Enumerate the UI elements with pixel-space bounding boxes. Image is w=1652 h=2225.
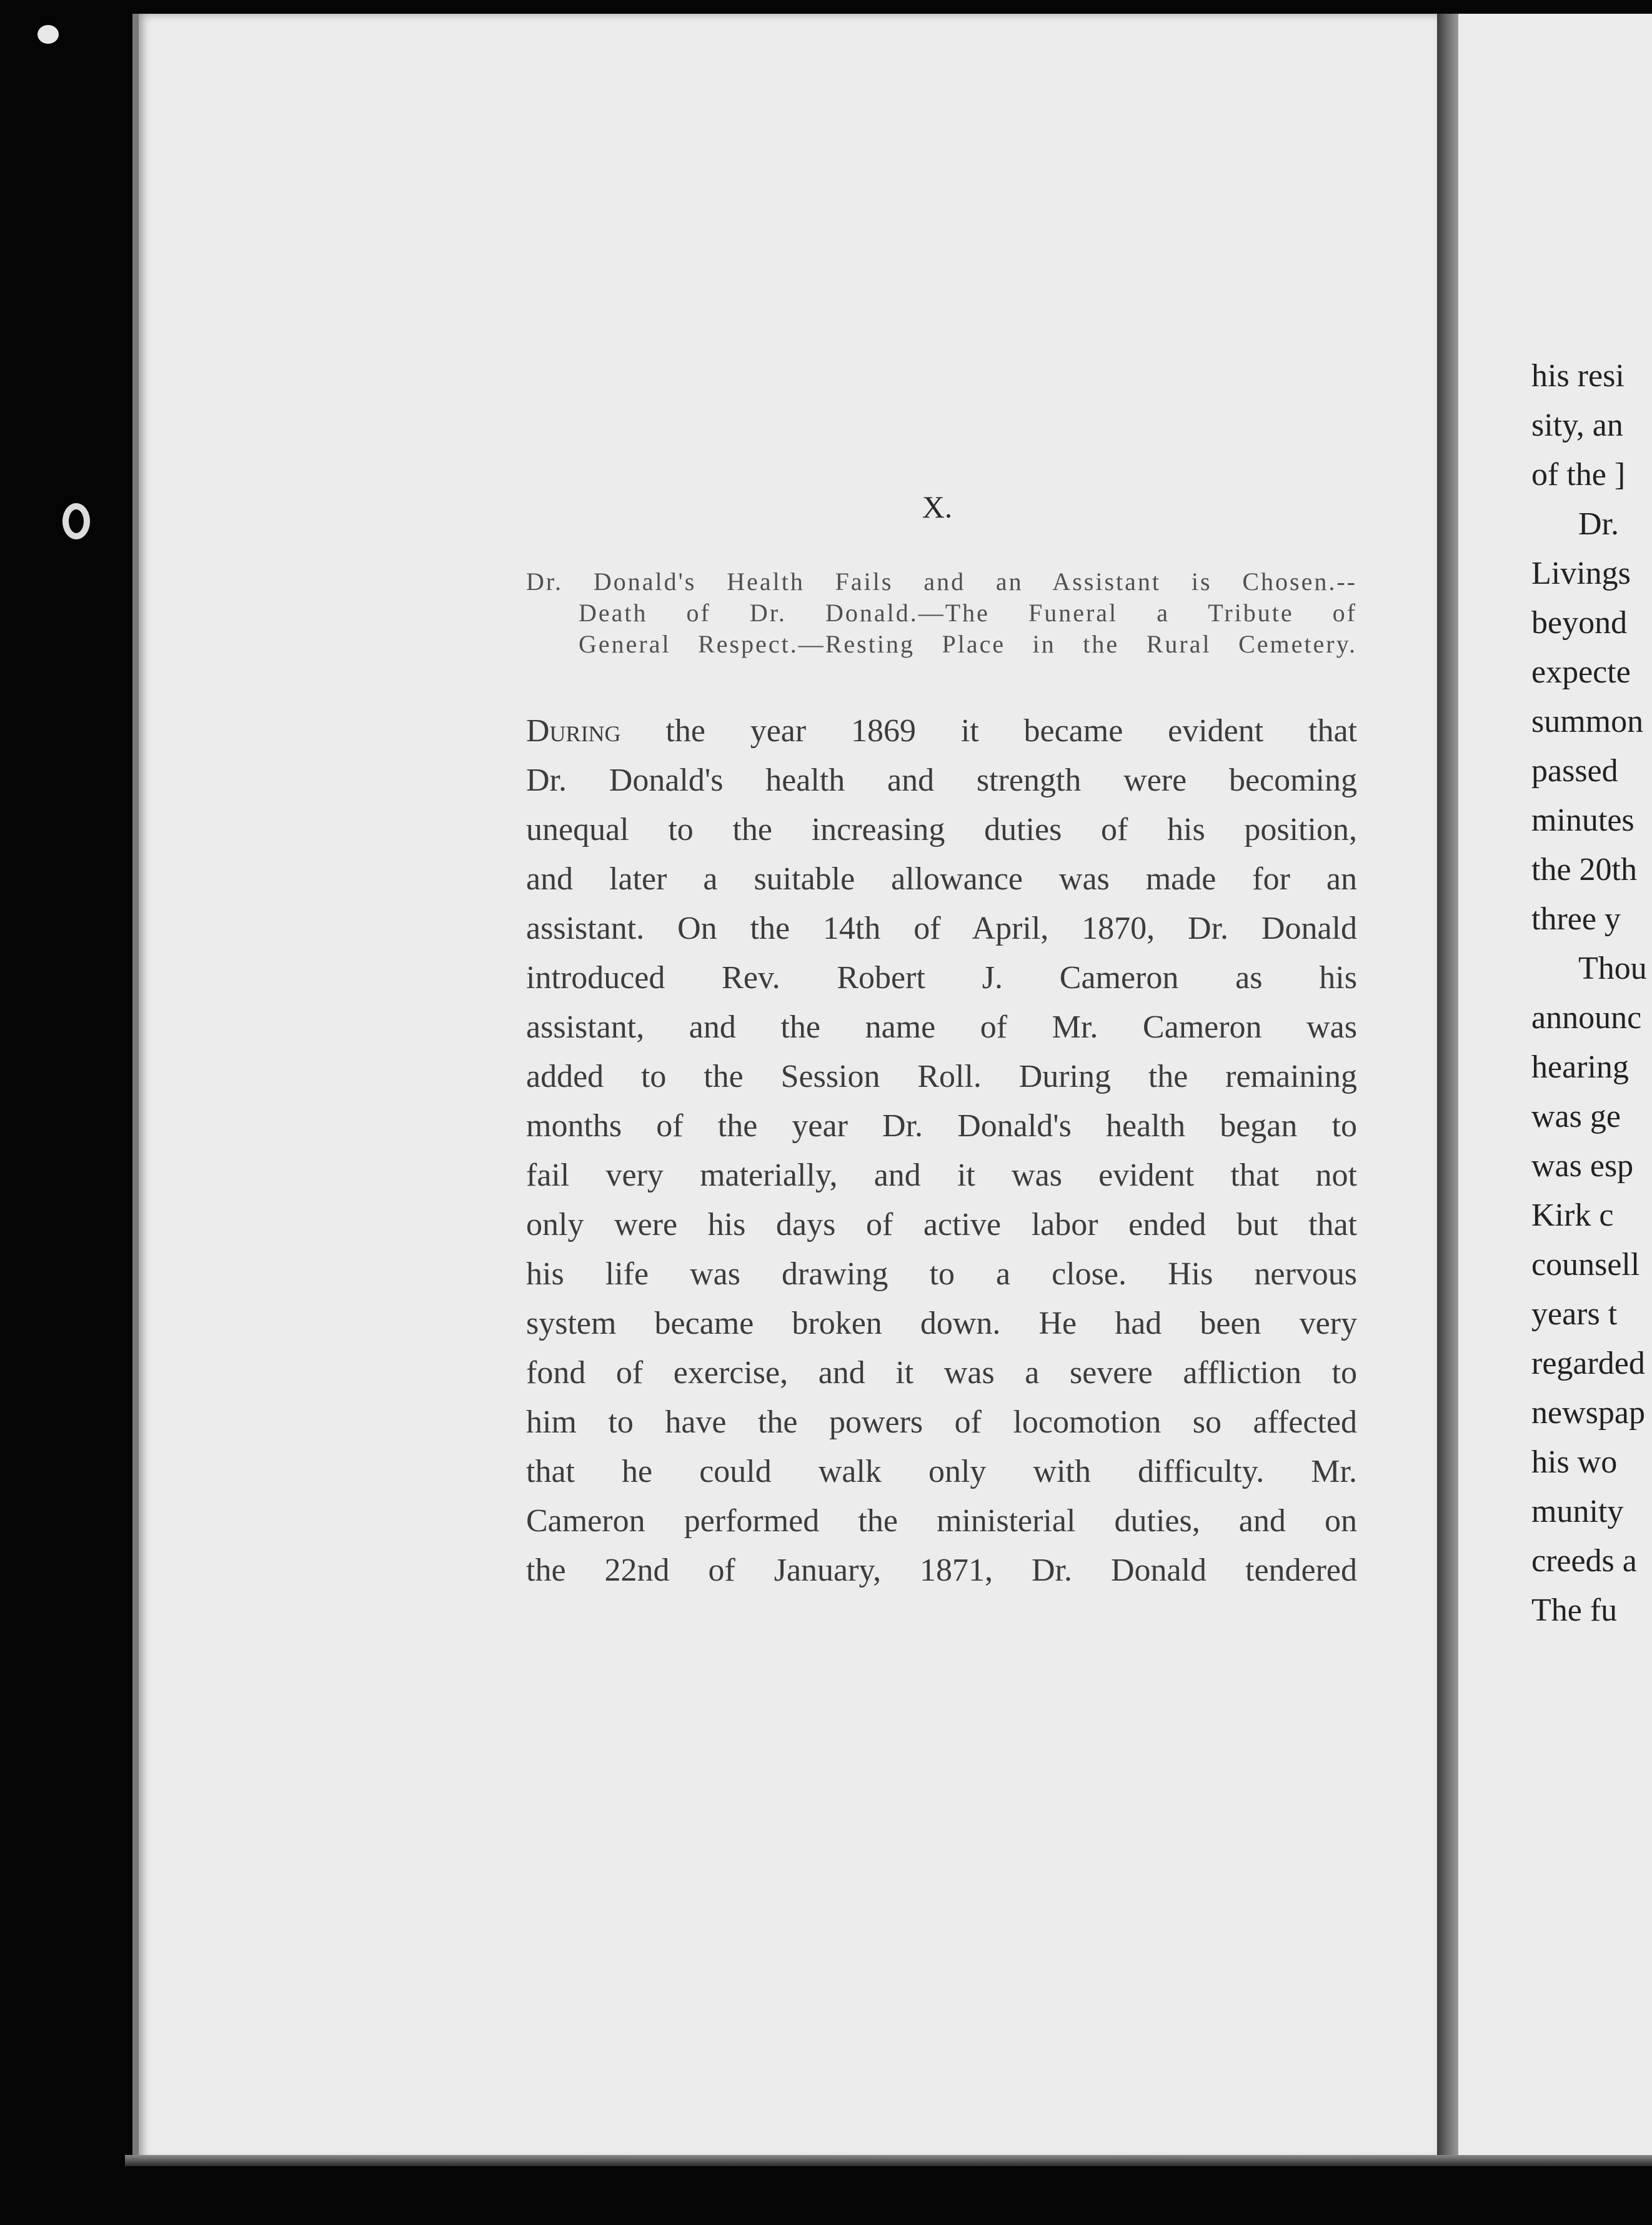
text-line: minutes (1531, 802, 1635, 838)
right-page-text (1531, 351, 1652, 1635)
body-line: and later a suitable allowance was made for an (526, 861, 1357, 897)
body-line: him to have the powers of locomotion so affected (526, 1404, 1357, 1440)
text-line: Kirk c (1531, 1198, 1614, 1233)
scan-speck (37, 25, 59, 44)
chapter-number: X. (922, 489, 953, 524)
text-line: was ge (1531, 1099, 1621, 1134)
text-line: sity, an (1531, 408, 1623, 443)
body-line: added to the Session Roll. During the remaining (526, 1059, 1357, 1094)
text-line: beyond (1531, 605, 1628, 641)
chapter-summary (526, 566, 1357, 660)
text-line: munity (1531, 1494, 1624, 1529)
body-line: introduced Rev. Robert J. Cameron as his (526, 960, 1357, 996)
body-line: Dr. Donald's health and strength were becoming (526, 762, 1357, 798)
text-line: passed (1531, 753, 1618, 789)
body-line: the 22nd of January, 1871, Dr. Donald tendered (526, 1552, 1357, 1588)
summary-line: Death of Dr. Donald.—The Funeral a Tribute of (579, 599, 1357, 627)
text-line: The fu (1531, 1592, 1618, 1628)
text-line: Dr. (1578, 506, 1619, 542)
text-line: his resi (1531, 358, 1625, 394)
summary-line: Dr. Donald's Health Fails and an Assistant is Chosen.-- (526, 568, 1357, 596)
text-line: three y (1531, 901, 1621, 937)
body-line: Cameron performed the ministerial duties, and on (526, 1503, 1357, 1539)
body-line: fail very materially, and it was evident that not (526, 1158, 1357, 1193)
text-line: Livings (1531, 556, 1631, 591)
right-page (1458, 14, 1652, 2161)
body-line: his life was drawing to a close. His nervous (526, 1256, 1357, 1292)
text-line: summon (1531, 704, 1644, 739)
body-line: only were his days of active labor ended but that (526, 1207, 1357, 1242)
chapter-body (526, 706, 1357, 1595)
text-line: newspap (1531, 1395, 1645, 1431)
text-line: expecte (1531, 654, 1631, 690)
book-gutter (1437, 14, 1458, 2161)
body-line-first (526, 706, 1357, 756)
text-line: counsell (1531, 1247, 1640, 1282)
text-line: Thou (1578, 951, 1647, 986)
text-line: was esp (1531, 1148, 1634, 1184)
text-line: the 20th (1531, 852, 1637, 888)
text-line: years t (1531, 1296, 1618, 1332)
text-line: his wo (1531, 1444, 1618, 1480)
body-line: unequal to the increasing duties of his position, (526, 812, 1357, 848)
body-line: that he could walk only with difficulty. Mr. (526, 1454, 1357, 1489)
body-line: assistant, and the name of Mr. Cameron was (526, 1009, 1357, 1045)
text-line: regarded (1531, 1346, 1645, 1381)
drop-word: During (526, 713, 621, 749)
text-line: creeds a (1531, 1543, 1637, 1579)
summary-line: General Respect.—Resting Place in the Rural Cemetery. (579, 630, 1357, 658)
body-line: fond of exercise, and it was a severe affliction to (526, 1355, 1357, 1391)
binding-hole (62, 503, 90, 539)
text-line: of the ] (1531, 457, 1626, 492)
text-line: hearing (1531, 1049, 1629, 1085)
page-bottom-edge (125, 2155, 1652, 2166)
body-line: assistant. On the 14th of April, 1870, Dr. Donald (526, 911, 1357, 946)
first-line-rest: the year 1869 it became evident that (665, 713, 1357, 749)
body-line: system became broken down. He had been very (526, 1306, 1357, 1341)
text-line: announc (1531, 1000, 1642, 1036)
body-line: months of the year Dr. Donald's health began to (526, 1108, 1357, 1144)
